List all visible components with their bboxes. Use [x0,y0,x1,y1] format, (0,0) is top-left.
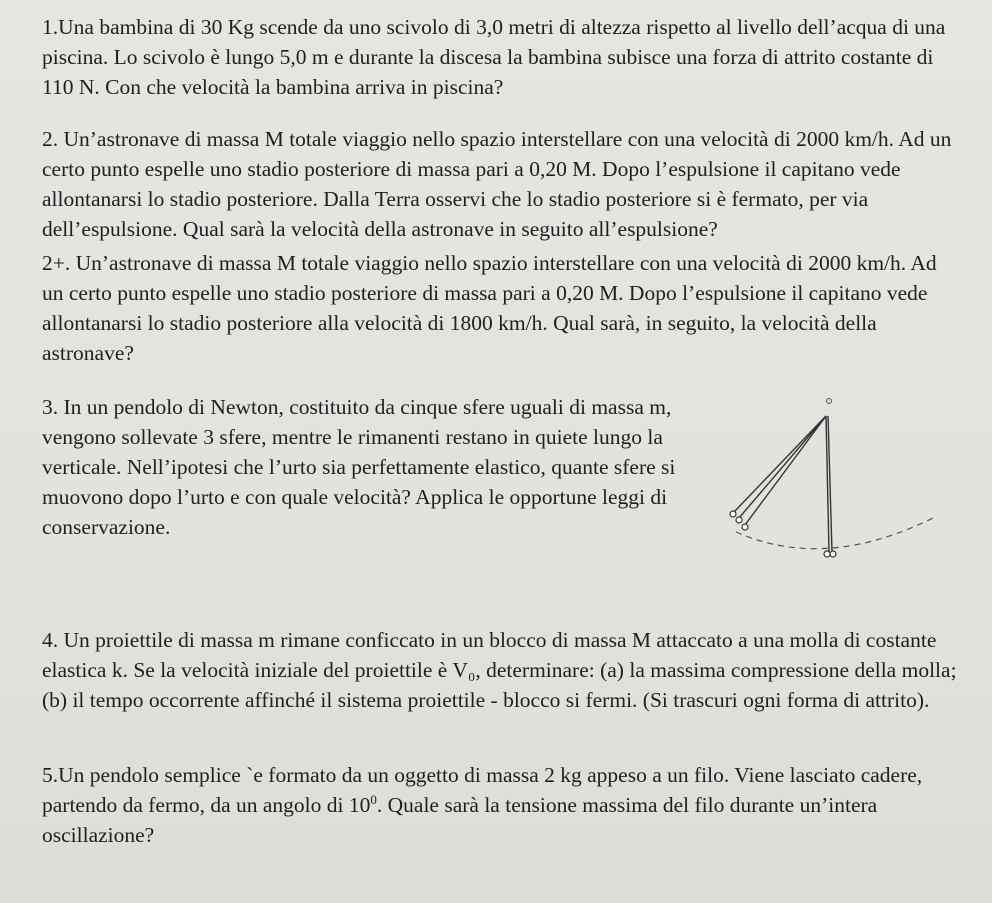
problem-4-text: 4. Un proiettile di massa m rimane conficcato in un blocco di massa M attaccato a una molla di costante elastica k. Se la velocità iniziale del proiettile è V₀, determinare: (a) la massima compressione della molla; (b) il tempo occorrente affinché il sistema proiettile - blocco si fermi. (Si trascuri ogni forma di attrito). [42,628,957,712]
problem-5-text [42,760,962,850]
raised-sphere [730,511,736,517]
problem-2plus-text: 2+. Un’astronave di massa M totale viaggio nello spazio interstellare con una velocità di 2000 km/h. Ad un certo punto espelle uno stadio posteriore di massa pari a 0,20 M. Dopo l’espulsione il capitano vede allontanarsi lo stadio posteriore alla velocità di 1800 km/h. Qual sarà, in seguito, la velocità della astronave? [42,251,937,365]
problem-2-text: 2. Un’astronave di massa M totale viaggio nello spazio interstellare con una velocità di 2000 km/h. Ad un certo punto espelle uno stadio posteriore di massa pari a 0,20 M. Dopo l’espulsione il capitano vede allontanarsi lo stadio posteriore. Dalla Terra osservi che lo stadio posteriore si è fermato, per via dell’espulsione. Qual sarà la velocità della astronave in seguito all’espulsione? [42,127,952,241]
raised-string [734,416,826,512]
raised-sphere [742,524,748,530]
resting-sphere [830,551,836,557]
problem-3-text: 3. In un pendolo di Newton, costituito da cinque sfere uguali di massa m, vengono sollevate 3 sfere, mentre le rimanenti restano in quiete lungo la verticale. Nell’ipotesi che l’urto sia perfettamente elastico, quante sfere si muovono dopo l’urto e con quale velocità? Applica le opportune leggi di conservazione. [42,395,676,539]
raised-sphere [736,517,742,523]
resting-sphere [824,551,830,557]
pivot-point [827,399,832,404]
problem-1-text: 1.Una bambina di 30 Kg scende da uno scivolo di 3,0 metri di altezza rispetto al livello dell’acqua di una piscina. Lo scivolo è lungo 5,0 m e durante la discesa la bambina subisce una forza di attrito costante di 110 N. Con che velocità la bambina arriva in piscina? [42,15,946,99]
degree-superscript: 0 [370,791,377,807]
problem-5-text-start: 5.Un pendolo semplice `e formato da un oggetto di massa 2 kg appeso a un filo. Viene lasciato cadere, partendo da fermo, da un angolo di 10 [42,763,923,817]
newton-cradle-figure [712,392,952,572]
swing-arc [736,516,937,549]
raised-string [739,416,826,518]
problem-5-text-end: . Quale sarà la tensione massima del filo durante un’intera oscillazione? [42,793,878,847]
raised-string [745,416,826,525]
